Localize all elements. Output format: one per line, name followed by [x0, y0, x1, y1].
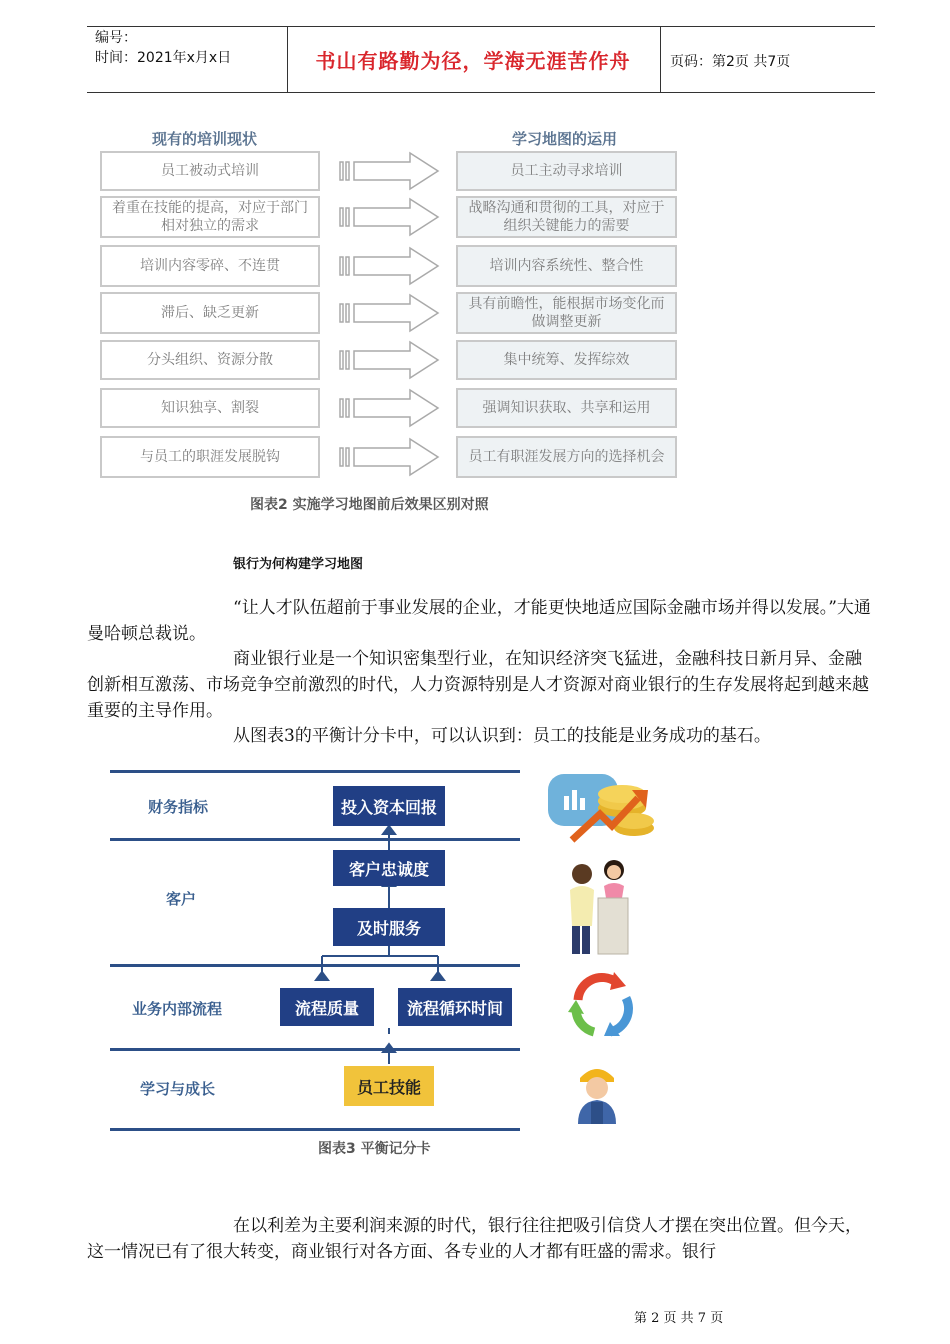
left-box: 培训内容零碎、不连贯	[100, 245, 320, 287]
level-divider	[110, 770, 520, 773]
right-box: 战略沟通和贯彻的工具，对应于组织关键能力的需要	[456, 196, 677, 238]
arrow-right-icon	[338, 388, 442, 428]
box-process-cycle-time: 流程循环时间	[398, 988, 512, 1026]
paragraph: 在以利差为主要利润来源的时代，银行往往把吸引信贷人才摆在突出位置。但今天，这一情况已有了很大转变，商业银行对各方面、各专业的人才都有旺盛的需求。银行	[87, 1216, 862, 1262]
worker-icon	[572, 1058, 622, 1126]
arrow-right-icon	[338, 246, 442, 286]
doc-number-label: 编号：	[95, 30, 137, 46]
arrow-right-icon	[338, 340, 442, 380]
left-box: 员工被动式培训	[100, 151, 320, 191]
arrow-right-icon	[338, 293, 442, 333]
doc-time-label: 时间：2021年x月x日	[95, 50, 232, 66]
customer-service-icon	[560, 856, 640, 960]
right-box: 员工主动寻求培训	[456, 151, 677, 191]
left-box: 滞后、缺乏更新	[100, 292, 320, 334]
page-info: 页码：第2页 共7页	[670, 54, 791, 70]
header-bottom-rule	[87, 92, 875, 93]
page-footer: 第 2 页 共 7 页	[634, 1311, 724, 1326]
left-box: 着重在技能的提高，对应于部门相对独立的需求	[100, 196, 320, 238]
header-top-rule	[87, 26, 875, 27]
paragraph: 商业银行业是一个知识密集型行业，在知识经济突飞猛进，金融科技日新月异、金融创新相互激荡、市场竞争空前激烈的时代，人力资源特别是人才资源对商业银行的生存发展将起到越来越重要的主导作用。	[87, 649, 869, 721]
figure3-caption: 图表3 平衡记分卡	[318, 1141, 431, 1157]
right-box: 具有前瞻性，能根据市场变化而做调整更新	[456, 292, 677, 334]
chart-coins-icon	[542, 768, 660, 854]
level-label-customer: 客户	[166, 890, 197, 908]
level-label-financial: 财务指标	[148, 798, 209, 816]
section-title: 银行为何构建学习地图	[233, 557, 364, 572]
right-box: 集中统筹、发挥综效	[456, 340, 677, 380]
left-column-title: 现有的培训现状	[152, 130, 258, 148]
paragraph: 从图表3的平衡计分卡中，可以认识到：员工的技能是业务成功的基石。	[233, 726, 771, 746]
right-box: 员工有职涯发展方向的选择机会	[456, 436, 677, 478]
box-timely-service: 及时服务	[333, 908, 445, 946]
header-motto: 书山有路勤为径，学海无涯苦作舟	[315, 49, 631, 73]
arrow-right-icon	[338, 437, 442, 477]
right-box: 培训内容系统性、整合性	[456, 245, 677, 287]
left-box: 知识独享、割裂	[100, 388, 320, 428]
paragraph: “让人才队伍超前于事业发展的企业，才能更快地适应国际金融市场并得以发展。”大通曼哈顿总裁说。	[87, 598, 871, 644]
arrow-right-icon	[338, 197, 442, 237]
figure2-caption: 图表2 实施学习地图前后效果区别对照	[250, 497, 489, 513]
box-roi: 投入资本回报	[333, 786, 445, 826]
box-customer-loyalty: 客户忠诚度	[333, 850, 445, 886]
right-box: 强调知识获取、共享和运用	[456, 388, 677, 428]
box-employee-skills: 员工技能	[344, 1066, 434, 1106]
left-box: 分头组织、资源分散	[100, 340, 320, 380]
process-cycle-icon	[564, 970, 638, 1042]
level-divider	[110, 1128, 520, 1131]
arrow-right-icon	[338, 151, 442, 191]
left-box: 与员工的职涯发展脱钩	[100, 436, 320, 478]
box-process-quality: 流程质量	[280, 988, 374, 1026]
level-label-learning: 学习与成长	[140, 1080, 216, 1098]
right-column-title: 学习地图的运用	[512, 130, 618, 148]
header-divider	[660, 26, 661, 92]
level-label-process: 业务内部流程	[132, 1000, 223, 1018]
